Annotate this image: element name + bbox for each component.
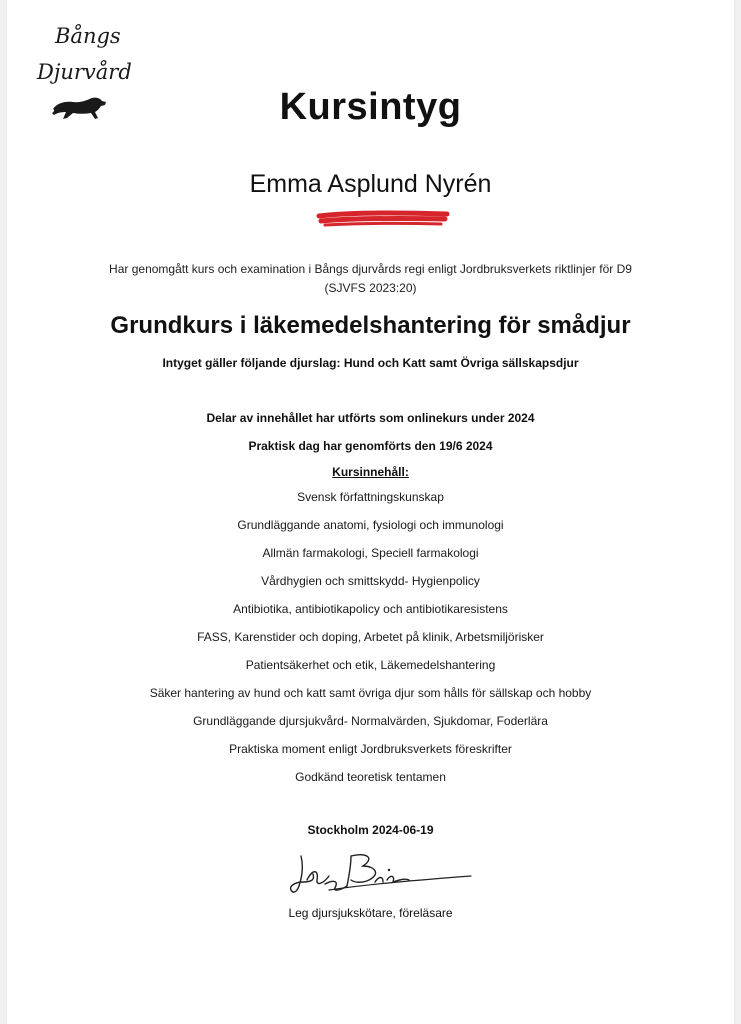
list-item: FASS, Karenstider och doping, Arbetet på klinik, Arbetsmiljörisker — [197, 630, 544, 644]
practical-note: Praktisk dag har genomförts den 19/6 2024 — [248, 439, 493, 453]
course-title: Grundkurs i läkemedelshantering för smådjur — [110, 312, 631, 339]
recipient-name: Emma Asplund Nyrén — [249, 170, 492, 198]
online-note: Delar av innehållet har utförts som onlinekurs under 2024 — [206, 411, 535, 425]
list-item: Svensk författningskunskap — [297, 490, 444, 504]
list-item: Grundläggande anatomi, fysiologi och immunologi — [237, 518, 504, 532]
list-item: Godkänd teoretisk tentamen — [295, 770, 446, 784]
list-item: Allmän farmakologi, Speciell farmakologi — [262, 546, 479, 560]
species-statement: Intyget gäller följande djurslag: Hund och Katt samt Övriga sällskapsdjur — [162, 356, 579, 370]
list-item: Praktiska moment enligt Jordbruksverkets föreskrifter — [229, 742, 512, 756]
logo-text-line1: Bångs — [55, 24, 121, 48]
contents-list — [7, 490, 734, 798]
list-item: Vårdhygien och smittskydd- Hygienpolicy — [261, 574, 480, 588]
intro-text-line1: Har genomgått kurs och examination i Bångs djurvårds regi enligt Jordbruksverkets riktlinjer för D9 — [109, 262, 632, 276]
intro-text-line2: (SJVFS 2023:20) — [324, 281, 417, 295]
list-item: Säker hantering av hund och katt samt övriga djur som hålls för sällskap och hobby — [149, 686, 592, 700]
logo-text-line2: Djurvård — [37, 60, 132, 84]
list-item: Antibiotika, antibiotikapolicy och antibiotikaresistens — [233, 602, 508, 616]
signer-role: Leg djursjukskötare, föreläsare — [288, 906, 453, 920]
list-item: Patientsäkerhet och etik, Läkemedelshantering — [245, 658, 496, 672]
certificate-page — [7, 0, 734, 1024]
certificate-title: Kursintyg — [279, 86, 462, 128]
place-date: Stockholm 2024-06-19 — [307, 823, 434, 837]
contents-heading: Kursinnehåll: — [332, 465, 409, 479]
redaction-mark — [315, 208, 451, 228]
list-item: Grundläggande djursjukvård- Normalvärden, Sjukdomar, Foderlära — [193, 714, 548, 728]
handwritten-signature — [289, 850, 474, 898]
